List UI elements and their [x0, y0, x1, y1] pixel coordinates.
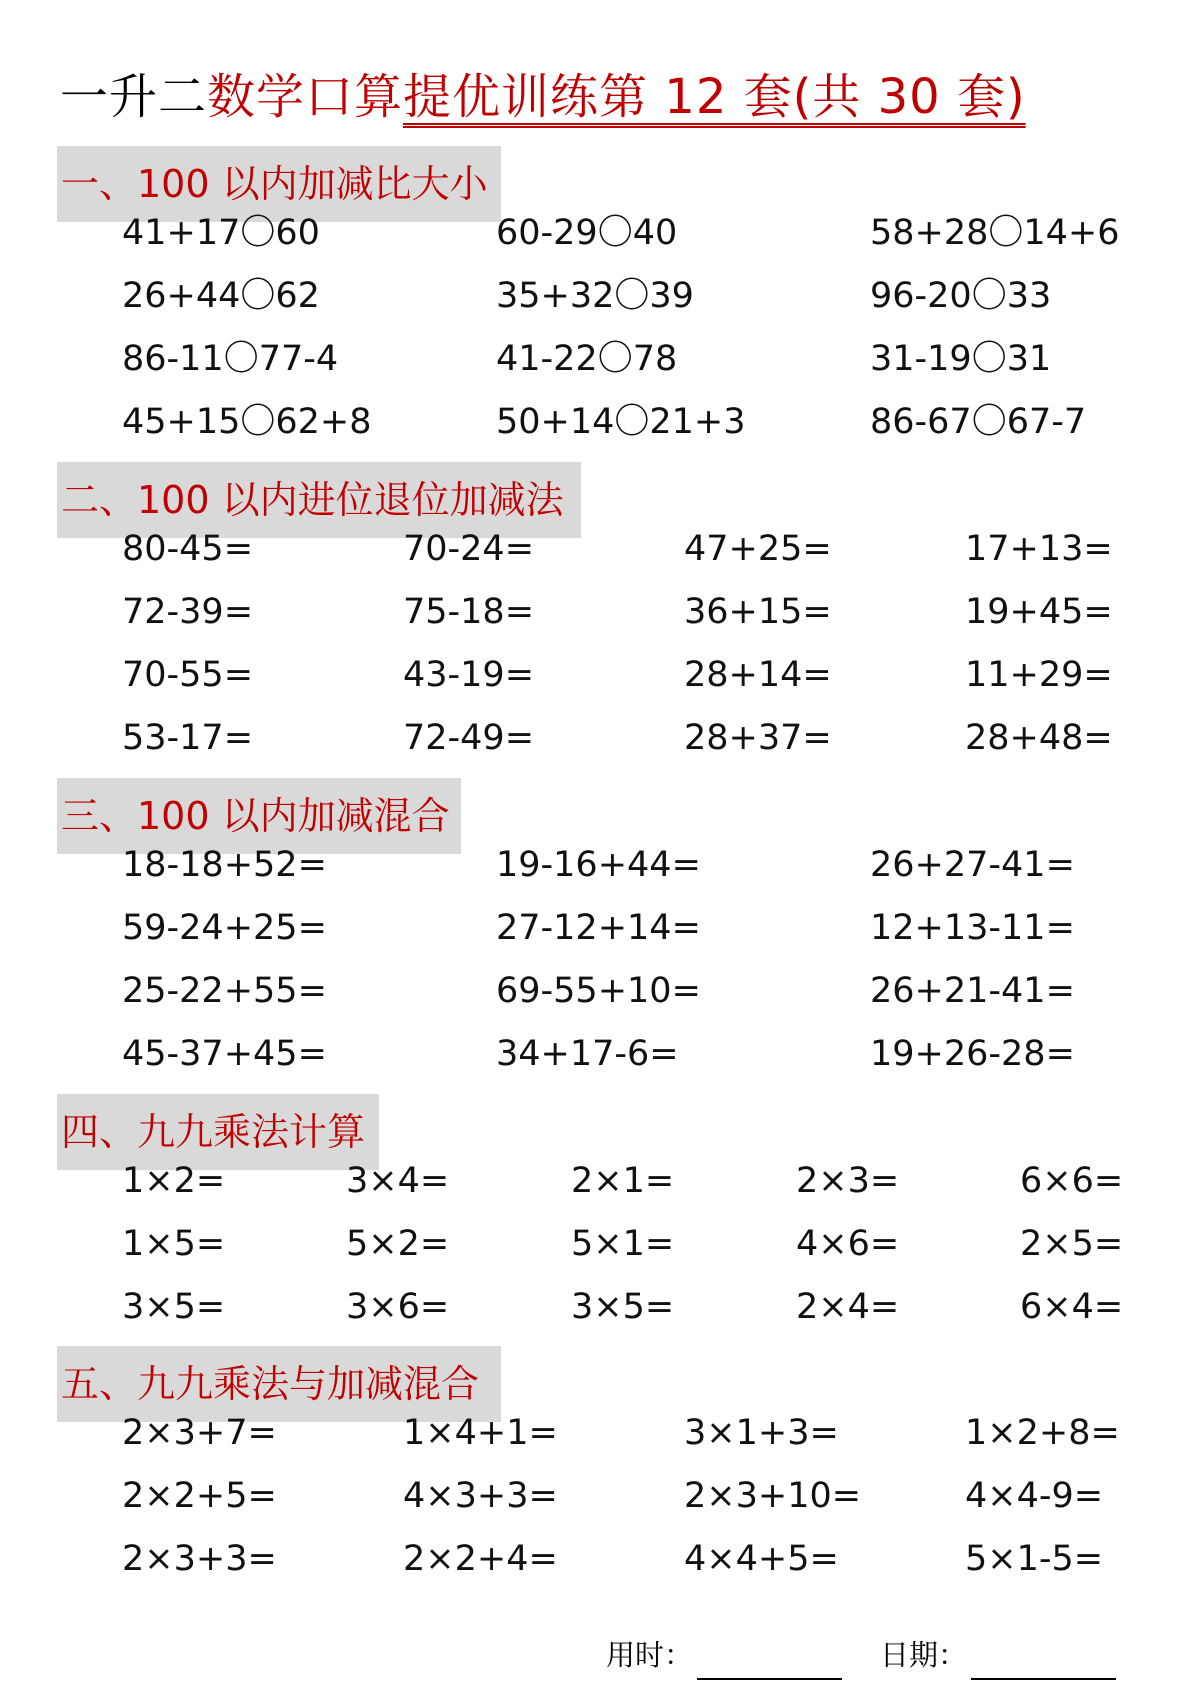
problem-row: [0, 271, 1191, 321]
math-problem: 26+27-41=: [870, 845, 1075, 885]
math-problem: 26+44〇62: [122, 276, 320, 316]
math-problem: 2×1=: [571, 1161, 675, 1201]
math-problem: 72-49=: [403, 718, 535, 758]
title-set-info: 提优训练第 12 套(共 30 套): [403, 69, 1026, 125]
math-problem: 50+14〇21+3: [496, 402, 746, 442]
math-problem: 2×2+4=: [403, 1539, 558, 1579]
math-problem: 25-22+55=: [122, 971, 327, 1011]
math-problem: 1×5=: [122, 1224, 226, 1264]
math-problem: 86-11〇77-4: [122, 339, 339, 379]
section-header-4: 四、九九乘法计算: [57, 1094, 379, 1170]
math-problem: 45-37+45=: [122, 1034, 327, 1074]
math-problem: 47+25=: [684, 529, 832, 569]
math-problem: 45+15〇62+8: [122, 402, 372, 442]
math-problem: 3×6=: [346, 1287, 450, 1327]
section-header-1: 一、100 以内加减比大小: [57, 146, 501, 222]
math-problem: 28+37=: [684, 718, 832, 758]
math-problem: 19+45=: [965, 592, 1113, 632]
date-blank[interactable]: [971, 1646, 1116, 1680]
math-problem: 3×1+3=: [684, 1413, 839, 1453]
problem-row: [0, 966, 1191, 1016]
section-header-3: 三、100 以内加减混合: [57, 778, 461, 854]
math-problem: 26+21-41=: [870, 971, 1075, 1011]
math-problem: 41+17〇60: [122, 213, 320, 253]
math-problem: 19-16+44=: [496, 845, 701, 885]
page-title: [60, 62, 1026, 132]
math-problem: 80-45=: [122, 529, 254, 569]
problem-row: [0, 1029, 1191, 1079]
section-header-5: 五、九九乘法与加减混合: [57, 1346, 501, 1422]
problem-row: [0, 1471, 1191, 1521]
math-problem: 3×5=: [571, 1287, 675, 1327]
problem-row: [0, 208, 1191, 258]
math-problem: 34+17-6=: [496, 1034, 679, 1074]
problem-row: [0, 334, 1191, 384]
math-problem: 2×2+5=: [122, 1476, 277, 1516]
math-problem: 1×4+1=: [403, 1413, 558, 1453]
math-problem: 27-12+14=: [496, 908, 701, 948]
problem-row: [0, 650, 1191, 700]
math-problem: 2×3+10=: [684, 1476, 862, 1516]
math-problem: 69-55+10=: [496, 971, 701, 1011]
math-problem: 53-17=: [122, 718, 254, 758]
date-field: [880, 1630, 1116, 1680]
math-problem: 1×2+8=: [965, 1413, 1120, 1453]
section-header-2: 二、100 以内进位退位加减法: [57, 462, 581, 538]
math-problem: 11+29=: [965, 655, 1113, 695]
math-problem: 35+32〇39: [496, 276, 694, 316]
math-problem: 4×4+5=: [684, 1539, 839, 1579]
title-subject: 数学口算: [207, 69, 404, 125]
problem-row: [0, 524, 1191, 574]
math-problem: 12+13-11=: [870, 908, 1075, 948]
math-problem: 3×4=: [346, 1161, 450, 1201]
math-problem: 70-24=: [403, 529, 535, 569]
math-problem: 60-29〇40: [496, 213, 678, 253]
math-problem: 6×4=: [1020, 1287, 1124, 1327]
math-problem: 41-22〇78: [496, 339, 678, 379]
math-problem: 2×4=: [796, 1287, 900, 1327]
math-problem: 59-24+25=: [122, 908, 327, 948]
math-problem: 2×3+7=: [122, 1413, 277, 1453]
math-problem: 4×6=: [796, 1224, 900, 1264]
math-problem: 5×1-5=: [965, 1539, 1104, 1579]
math-problem: 72-39=: [122, 592, 254, 632]
title-grade: 一升二: [60, 69, 208, 125]
math-problem: 58+28〇14+6: [870, 213, 1120, 253]
math-problem: 75-18=: [403, 592, 535, 632]
math-problem: 2×3+3=: [122, 1539, 277, 1579]
math-problem: 19+26-28=: [870, 1034, 1075, 1074]
date-label: 日期：: [880, 1638, 968, 1672]
math-problem: 70-55=: [122, 655, 254, 695]
math-problem: 5×2=: [346, 1224, 450, 1264]
math-problem: 17+13=: [965, 529, 1113, 569]
problem-row: [0, 1282, 1191, 1332]
problem-row: [0, 713, 1191, 763]
math-problem: 28+48=: [965, 718, 1113, 758]
problem-row: [0, 1534, 1191, 1584]
math-problem: 36+15=: [684, 592, 832, 632]
problem-row: [0, 1156, 1191, 1206]
time-blank[interactable]: [697, 1646, 842, 1680]
math-problem: 86-67〇67-7: [870, 402, 1087, 442]
math-problem: 18-18+52=: [122, 845, 327, 885]
math-problem: 5×1=: [571, 1224, 675, 1264]
time-field: [606, 1630, 842, 1680]
math-problem: 96-20〇33: [870, 276, 1052, 316]
problem-row: [0, 1219, 1191, 1269]
problem-row: [0, 397, 1191, 447]
time-label: 用时：: [606, 1638, 694, 1672]
math-problem: 3×5=: [122, 1287, 226, 1327]
math-problem: 1×2=: [122, 1161, 226, 1201]
problem-row: [0, 1408, 1191, 1458]
math-problem: 2×3=: [796, 1161, 900, 1201]
math-problem: 6×6=: [1020, 1161, 1124, 1201]
math-problem: 43-19=: [403, 655, 535, 695]
problem-row: [0, 903, 1191, 953]
math-problem: 28+14=: [684, 655, 832, 695]
problem-row: [0, 587, 1191, 637]
math-problem: 2×5=: [1020, 1224, 1124, 1264]
problem-row: [0, 840, 1191, 890]
math-problem: 4×3+3=: [403, 1476, 558, 1516]
math-problem: 31-19〇31: [870, 339, 1052, 379]
math-problem: 4×4-9=: [965, 1476, 1104, 1516]
